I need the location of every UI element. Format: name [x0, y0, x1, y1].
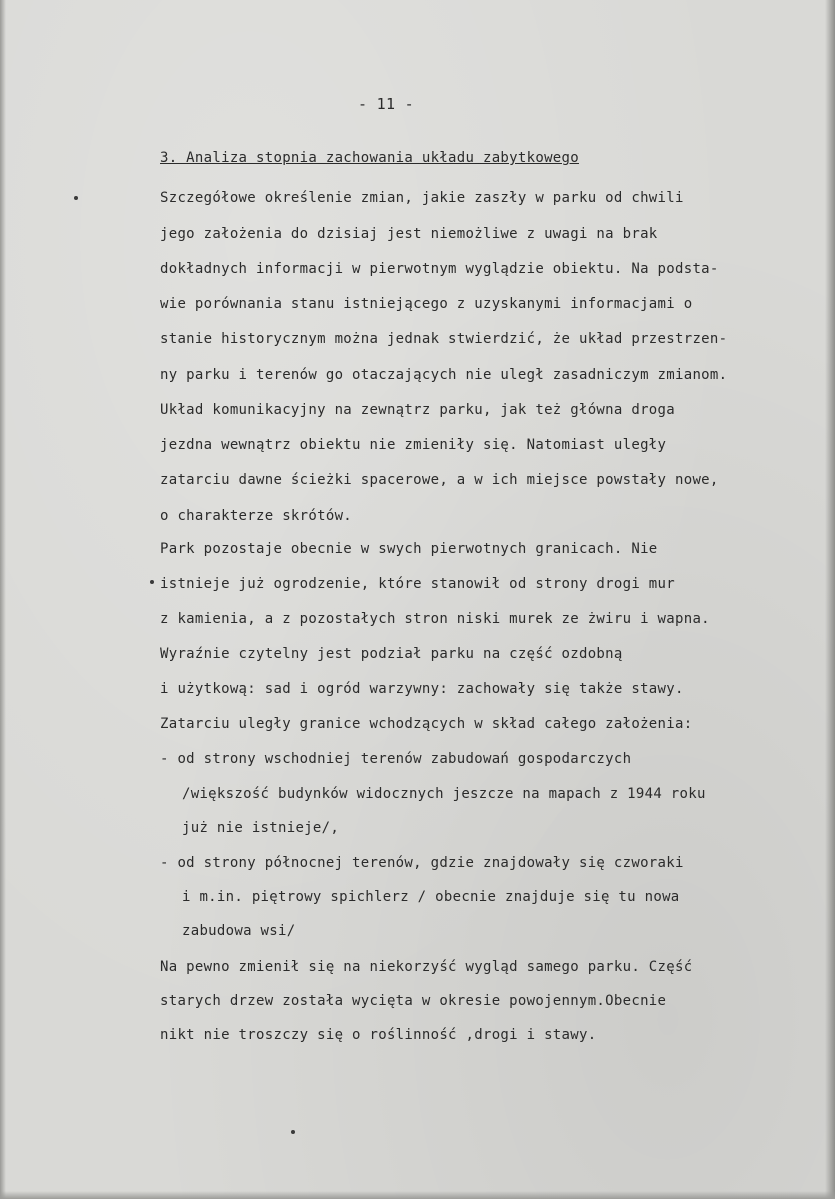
page-number: - 11 - — [358, 95, 414, 113]
page-bottom-edge — [0, 1191, 835, 1199]
list-item-line: i m.in. piętrowy spichlerz / obecnie znajduje się tu nowa — [182, 889, 680, 905]
body-line: Układ komunikacyjny na zewnątrz parku, jak też główna droga — [160, 402, 675, 418]
list-item-line: już nie istnieje/, — [182, 820, 340, 836]
body-line: ny parku i terenów go otaczających nie uległ zasadniczym zmianom. — [160, 367, 728, 383]
body-line: o charakterze skrótów. — [160, 508, 353, 524]
list-item-line: - od strony wschodniej terenów zabudowań gospodarczych — [160, 751, 632, 767]
page-right-edge — [825, 0, 835, 1199]
ink-speck — [74, 196, 78, 200]
section-heading: 3. Analiza stopnia zachowania układu zabytkowego — [160, 150, 579, 166]
list-item-line: zabudowa wsi/ — [182, 923, 296, 939]
body-line: i użytkową: sad i ogród warzywny: zachowały się także stawy. — [160, 681, 684, 697]
body-line: Wyraźnie czytelny jest podział parku na część ozdobną — [160, 646, 623, 662]
ink-speck — [291, 1130, 295, 1134]
body-line: Zatarciu uległy granice wchodzących w skład całego założenia: — [160, 716, 693, 732]
body-line: Szczegółowe określenie zmian, jakie zaszły w parku od chwili — [160, 190, 684, 206]
page-left-edge — [0, 0, 6, 1199]
body-line: starych drzew została wycięta w okresie powojennym.Obecnie — [160, 993, 667, 1009]
body-line: istnieje już ogrodzenie, które stanowił od strony drogi mur — [160, 576, 675, 592]
body-line: z kamienia, a z pozostałych stron niski murek ze żwiru i wapna. — [160, 611, 710, 627]
body-line: stanie historycznym można jednak stwierdzić, że układ przestrzen- — [160, 331, 728, 347]
list-item-line: - od strony północnej terenów, gdzie znajdowały się czworaki — [160, 855, 684, 871]
body-line: Park pozostaje obecnie w swych pierwotnych granicach. Nie — [160, 541, 658, 557]
body-line: zatarciu dawne ścieżki spacerowe, a w ich miejsce powstały nowe, — [160, 472, 719, 488]
ink-speck — [150, 580, 154, 584]
list-item-line: /większość budynków widocznych jeszcze na mapach z 1944 roku — [182, 786, 706, 802]
body-line: jego założenia do dzisiaj jest niemożliwe z uwagi na brak — [160, 226, 658, 242]
body-line: Na pewno zmienił się na niekorzyść wygląd samego parku. Część — [160, 959, 693, 975]
body-line: jezdna wewnątrz obiektu nie zmieniły się. Natomiast uległy — [160, 437, 667, 453]
body-line: nikt nie troszczy się o roślinność ,drogi i stawy. — [160, 1027, 597, 1043]
body-line: dokładnych informacji w pierwotnym wyglądzie obiektu. Na podsta- — [160, 261, 719, 277]
body-line: wie porównania stanu istniejącego z uzyskanymi informacjami o — [160, 296, 693, 312]
